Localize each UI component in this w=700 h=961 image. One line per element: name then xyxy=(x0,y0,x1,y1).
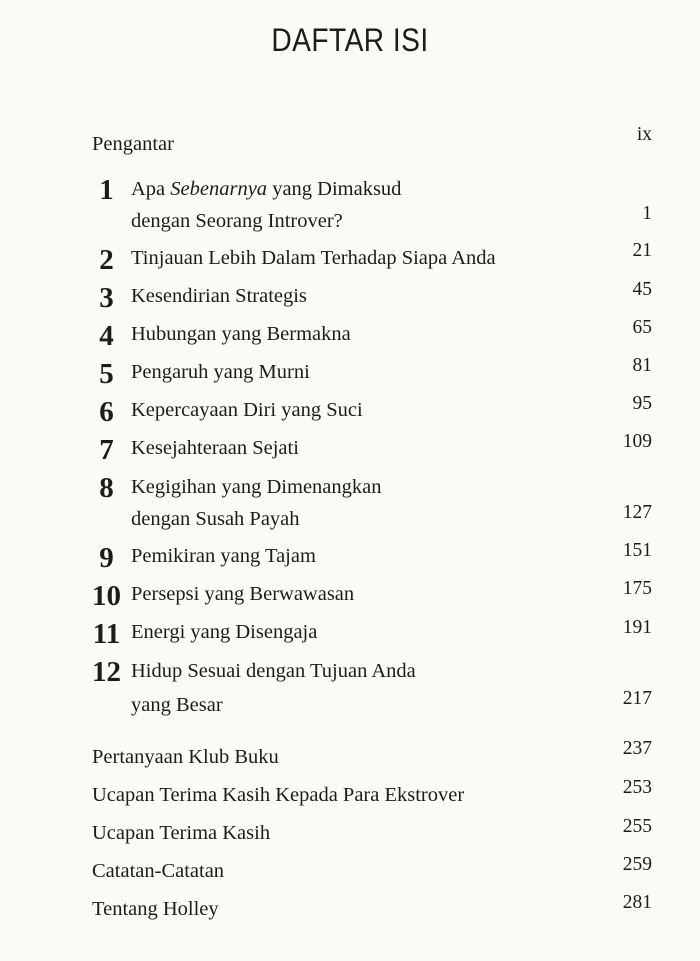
chapter-number: 10 xyxy=(92,580,121,612)
chapter-page-number: 21 xyxy=(632,240,652,261)
back-matter-page-number: 253 xyxy=(622,777,652,798)
chapter-title-line-2: dengan Susah Payah xyxy=(131,508,300,530)
chapter-page-number: 1 xyxy=(642,203,652,224)
chapter-number: 2 xyxy=(99,244,114,276)
back-matter-page-number: 237 xyxy=(622,738,652,759)
chapter-page-number: 191 xyxy=(622,617,652,638)
chapter-title: Pemikiran yang Tajam xyxy=(131,545,316,567)
chapter-number: 5 xyxy=(99,358,114,390)
chapter-title: Tinjauan Lebih Dalam Terhadap Siapa Anda xyxy=(131,247,496,269)
chapter-page-number: 151 xyxy=(622,540,652,561)
chapter-title: Energi yang Disengaja xyxy=(131,621,318,643)
chapter-number: 6 xyxy=(99,396,114,428)
chapter-page-number: 217 xyxy=(622,688,652,709)
chapter-number: 4 xyxy=(99,320,114,352)
back-matter-page-number: 281 xyxy=(622,892,652,913)
preface-page-number: ix xyxy=(636,124,652,145)
back-matter-label: Tentang Holley xyxy=(92,898,219,920)
chapter-page-number: 127 xyxy=(622,502,652,523)
chapter-page-number: 45 xyxy=(632,279,652,300)
chapter-title: Kesejahteraan Sejati xyxy=(131,437,299,459)
chapter-number: 12 xyxy=(92,656,121,688)
chapter-page-number: 175 xyxy=(622,578,652,599)
chapter-number: 1 xyxy=(99,174,114,206)
back-matter-label: Ucapan Terima Kasih Kepada Para Ekstrover xyxy=(92,784,465,806)
chapter-title-line-2: dengan Seorang Introver? xyxy=(131,210,343,232)
chapter-title-line-2: yang Besar xyxy=(131,694,223,716)
chapter-title: Kegigihan yang Dimenangkan xyxy=(131,476,382,498)
back-matter-label: Pertanyaan Klub Buku xyxy=(92,746,279,768)
chapter-number: 11 xyxy=(92,618,121,650)
chapter-page-number: 81 xyxy=(632,355,652,376)
chapter-title: Hidup Sesuai dengan Tujuan Anda xyxy=(131,660,416,682)
chapter-number: 9 xyxy=(99,542,114,574)
page-title: DAFTAR ISI xyxy=(271,22,429,58)
chapter-title: Pengaruh yang Murni xyxy=(131,361,310,383)
chapter-title: Kesendirian Strategis xyxy=(131,285,307,307)
chapter-page-number: 109 xyxy=(622,431,652,452)
chapter-page-number: 65 xyxy=(632,317,652,338)
back-matter-label: Catatan-Catatan xyxy=(92,860,225,882)
preface-label: Pengantar xyxy=(92,133,174,155)
chapter-page-number: 95 xyxy=(632,393,652,414)
chapter-title: Kepercayaan Diri yang Suci xyxy=(131,399,363,421)
chapter-number: 8 xyxy=(99,472,114,504)
chapter-title: Persepsi yang Berwawasan xyxy=(131,583,355,605)
chapter-number: 3 xyxy=(99,282,114,314)
chapter-number: 7 xyxy=(99,434,114,466)
back-matter-label: Ucapan Terima Kasih xyxy=(92,822,271,844)
chapter-title: Hubungan yang Bermakna xyxy=(131,323,351,345)
chapter-title: Apa Sebenarnya yang Dimaksud xyxy=(131,178,402,200)
back-matter-page-number: 255 xyxy=(622,816,652,837)
back-matter-page-number: 259 xyxy=(622,854,652,875)
